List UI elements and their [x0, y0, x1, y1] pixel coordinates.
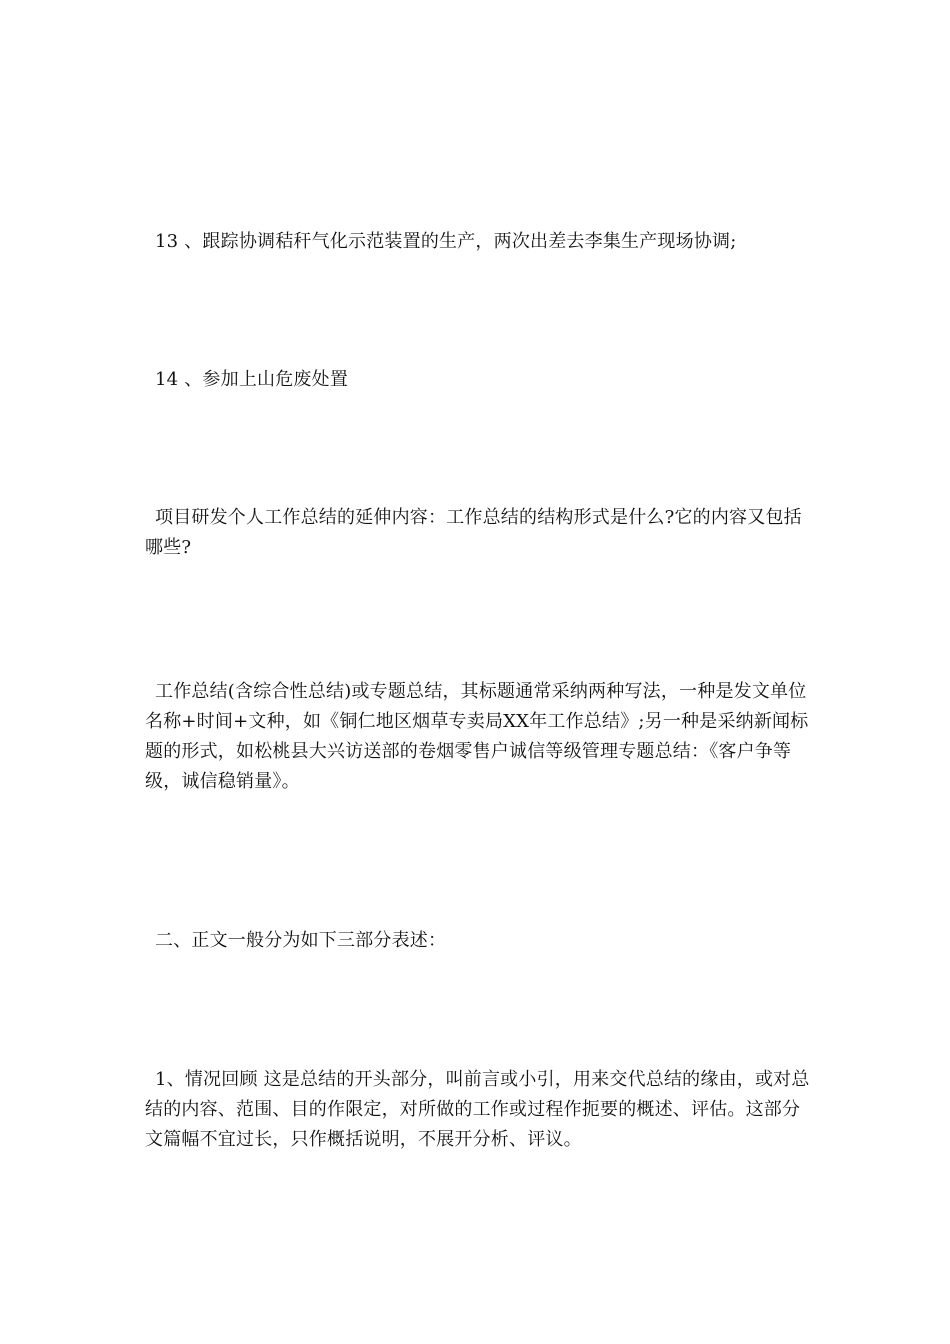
paragraph-text: 项目研发个人工作总结的延伸内容：工作总结的结构形式是什么?它的内容又包括哪些?: [145, 507, 802, 558]
paragraph-item-14: [145, 365, 810, 395]
paragraph-text: 14 、参加上山危废处置: [155, 369, 349, 390]
paragraph-text: 1、情况回顾 这是总结的开头部分，叫前言或小引，用来交代总结的缘由，或对总结的内容、范围、目的作限定，对所做的工作或过程作扼要的概述、评估。这部分文篇幅不宜过长，只作概括说明，不展开分析、评议。: [145, 1069, 810, 1150]
paragraph-title-forms: [145, 677, 810, 797]
section-heading-body: [145, 926, 810, 956]
paragraph-text: 二、正文一般分为如下三部分表述：: [155, 930, 447, 951]
paragraph-extension-question: [145, 503, 810, 563]
paragraph-item-13: [145, 227, 810, 257]
paragraph-situation-review: [145, 1065, 810, 1155]
paragraph-text: 13 、跟踪协调秸秆气化示范装置的生产，两次出差去李集生产现场协调;: [155, 231, 737, 252]
paragraph-text: 工作总结(含综合性总结)或专题总结，其标题通常采纳两种写法，一种是发文单位名称+时间+文种，如《铜仁地区烟草专卖局XX年工作总结》;另一种是采纳新闻标题的形式，如松桃县大兴访送部的卷烟零售户诚信等级管理专题总结：《客户争等级，诚信稳销量》。: [145, 681, 809, 792]
